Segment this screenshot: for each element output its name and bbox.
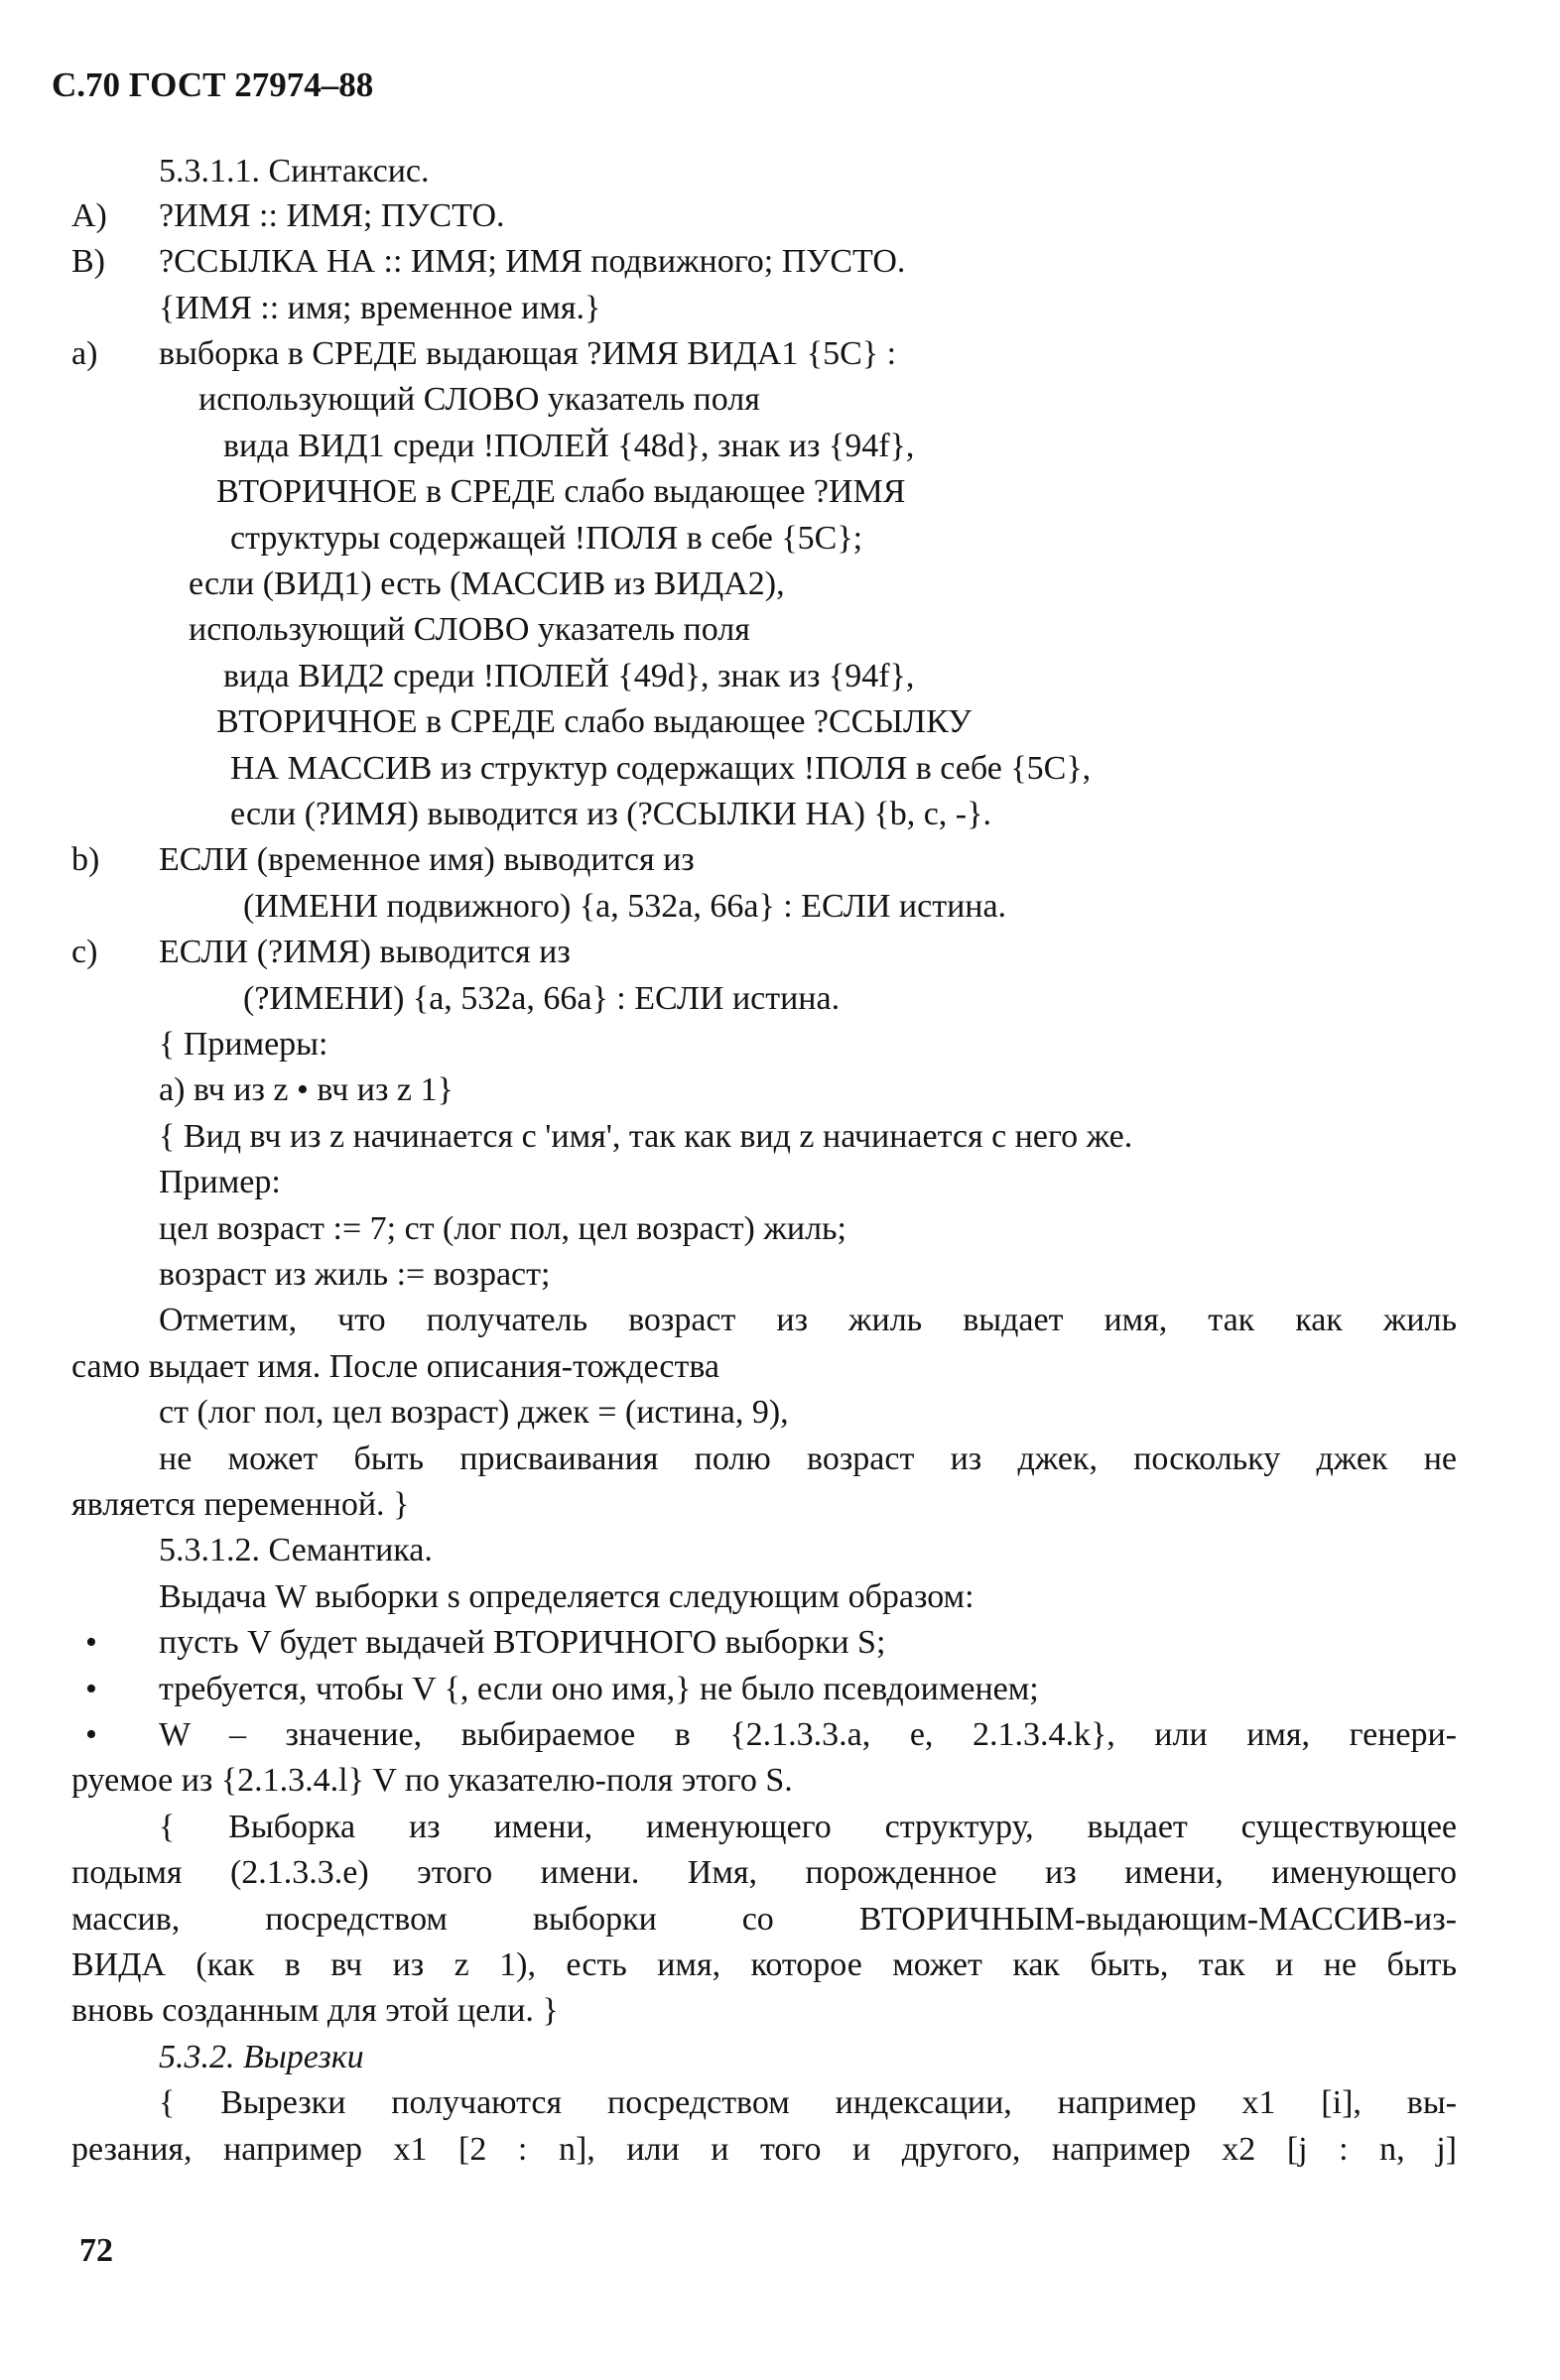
text-line: ВТОРИЧНОЕ в СРЕДЕ слабо выдающее ?ССЫЛКУ (216, 703, 973, 740)
text-line: { Вид вч из z начинается с 'имя', так как вид z начинается с него же. (159, 1118, 1133, 1155)
paragraph-line: { Вырезки получаются посредством индексации, например x1 [i], вы- (159, 2084, 1457, 2121)
paragraph-line: само выдает имя. После описания-тождества (71, 1348, 720, 1385)
text-line: ВТОРИЧНОЕ в СРЕДЕ слабо выдающее ?ИМЯ (216, 473, 906, 510)
paragraph-line: является переменной. } (71, 1486, 410, 1523)
text-line: Пример: (159, 1164, 281, 1200)
text-line: структуры содержащей !ПОЛЯ в себе {5C}; (230, 520, 863, 557)
list-item: W – значение, выбираемое в {2.1.3.3.a, e, 2.1.3.4.k}, или имя, генери- (159, 1716, 1457, 1753)
text-line: использующий СЛОВО указатель поля (189, 611, 750, 648)
paragraph-line: подымя (2.1.3.3.e) этого имени. Имя, порожденное из имени, именующего (71, 1854, 1457, 1891)
text-line: {ИМЯ :: имя; временное имя.} (159, 290, 601, 326)
text-line: Выдача W выборки s определяется следующим образом: (159, 1578, 975, 1615)
rule-label: B) (71, 243, 105, 280)
list-item: руемое из {2.1.3.4.l} V по указателю-поля этого S. (71, 1762, 793, 1799)
text-line: если (?ИМЯ) выводится из (?ССЫЛКИ НА) {b, c, -}. (230, 796, 991, 832)
text-line: (ИМЕНИ подвижного) {a, 532a, 66a} : ЕСЛИ истина. (243, 888, 1007, 925)
text-line: ?ССЫЛКА НА :: ИМЯ; ИМЯ подвижного; ПУСТО. (159, 243, 906, 280)
section-heading: 5.3.1.2. Семантика. (159, 1532, 433, 1568)
rule-label: A) (71, 197, 107, 234)
paragraph-line: массив, посредством выборки со ВТОРИЧНЫМ-выдающим-МАССИВ-из- (71, 1901, 1457, 1938)
text-line: (?ИМЕНИ) {a, 532a, 66a} : ЕСЛИ истина. (243, 980, 841, 1017)
paragraph-line: не может быть присваивания полю возраст из джек, поскольку джек не (159, 1441, 1457, 1477)
paragraph-line: резания, например x1 [2 : n], или и того и другого, например x2 [j : n, j] (71, 2131, 1457, 2168)
text-line: если (ВИД1) есть (МАССИВ из ВИДА2), (189, 565, 785, 602)
text-line: ЕСЛИ (?ИМЯ) выводится из (159, 934, 571, 970)
rule-label: a) (71, 335, 98, 372)
text-line: НА МАССИВ из структур содержащих !ПОЛЯ в себе {5C}, (230, 750, 1092, 787)
rule-label: b) (71, 841, 100, 878)
text-line: использующий СЛОВО указатель поля (198, 381, 760, 418)
list-item: пусть V будет выдачей ВТОРИЧНОГО выборки S; (159, 1624, 886, 1661)
text-line: ?ИМЯ :: ИМЯ; ПУСТО. (159, 197, 505, 234)
text-line: вида ВИД1 среди !ПОЛЕЙ {48d}, знак из {94f}, (223, 428, 915, 464)
list-item: требуется, чтобы V {, если оно имя,} не было псевдоименем; (159, 1671, 1039, 1707)
section-heading: 5.3.2. Вырезки (159, 2039, 364, 2075)
text-line: вида ВИД2 среди !ПОЛЕЙ {49d}, знак из {94f}, (223, 658, 915, 694)
text-line: выборка в СРЕДЕ выдающая ?ИМЯ ВИДА1 {5C} : (159, 335, 897, 372)
text-line: возраст из жиль := возраст; (159, 1256, 551, 1293)
bullet-marker: • (85, 1624, 97, 1661)
text-line: цел возраст := 7; ст (лог пол, цел возраст) жиль; (159, 1210, 846, 1247)
text-line: ЕСЛИ (временное имя) выводится из (159, 841, 695, 878)
rule-label: c) (71, 934, 98, 970)
bullet-marker: • (85, 1716, 97, 1753)
page-header: С.70 ГОСТ 27974–88 (52, 65, 374, 104)
text-line: a) вч из z • вч из z 1} (159, 1071, 454, 1108)
paragraph-line: вновь созданным для этой цели. } (71, 1992, 559, 2029)
paragraph-line: { Выборка из имени, именующего структуру, выдает существующее (159, 1809, 1457, 1845)
page-number: 72 (79, 2232, 113, 2269)
section-heading: 5.3.1.1. Синтаксис. (159, 153, 430, 189)
bullet-marker: • (85, 1671, 97, 1707)
paragraph-line: ВИДА (как в вч из z 1), есть имя, которое может как быть, так и не быть (71, 1946, 1457, 1983)
text-line: ст (лог пол, цел возраст) джек = (истина, 9), (159, 1394, 789, 1431)
paragraph-line: Отметим, что получатель возраст из жиль выдает имя, так как жиль (159, 1302, 1457, 1338)
text-line: { Примеры: (159, 1026, 328, 1063)
